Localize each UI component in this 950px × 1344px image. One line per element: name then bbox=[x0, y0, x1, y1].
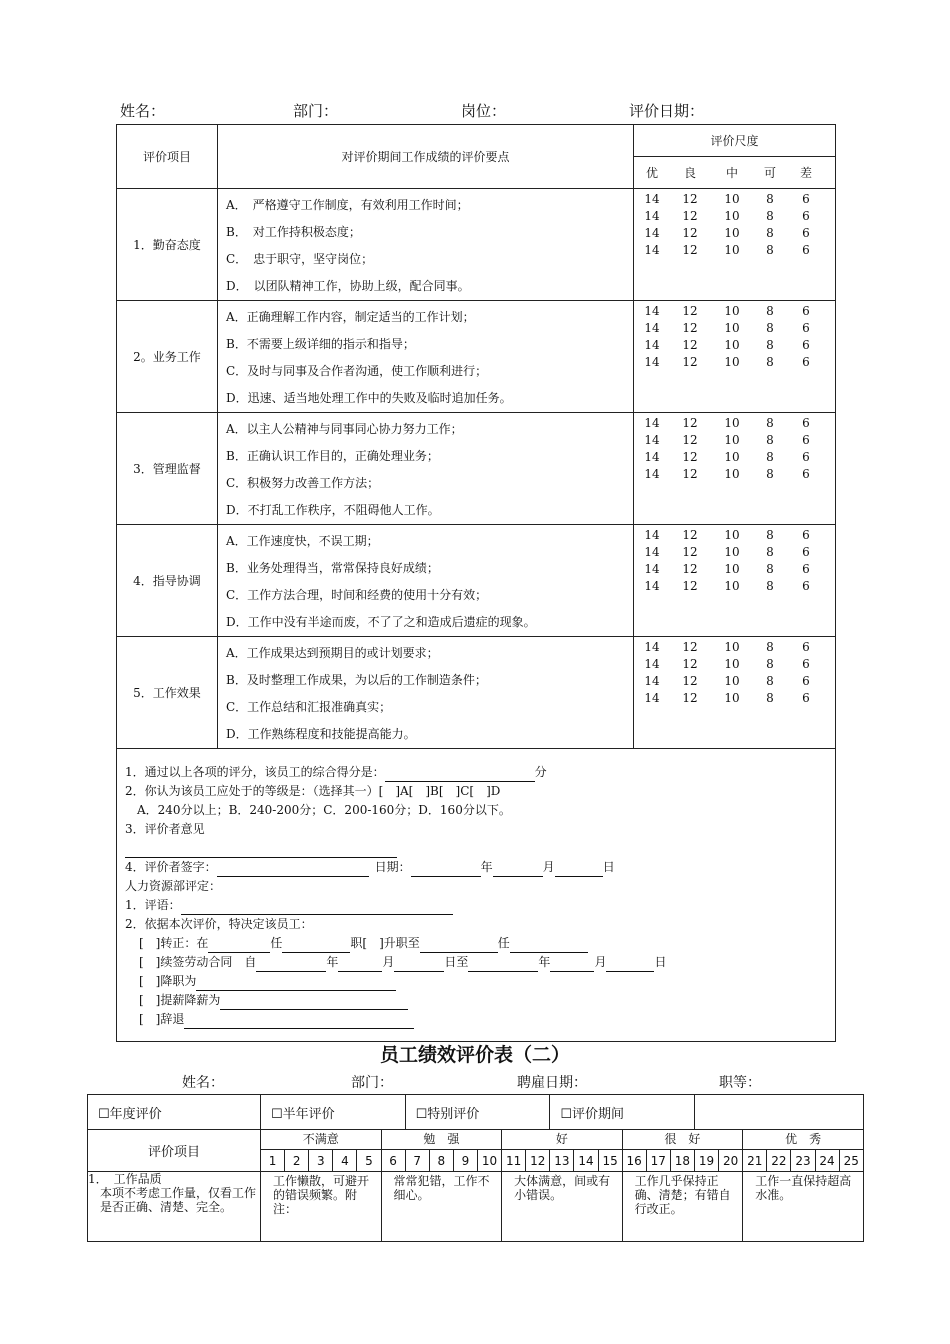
score-value[interactable]: 8 bbox=[766, 640, 774, 654]
score-value[interactable]: 8 bbox=[766, 562, 774, 576]
score-value[interactable]: 10 bbox=[724, 433, 740, 447]
score-value[interactable]: 14 bbox=[644, 691, 660, 705]
score-value[interactable]: 8 bbox=[766, 226, 774, 240]
score-value[interactable]: 14 bbox=[644, 528, 660, 542]
score-value[interactable]: 12 bbox=[682, 355, 698, 369]
score-value[interactable]: 12 bbox=[682, 657, 698, 671]
criterion: B．及时整理工作成果，为以后的工作制造条件； bbox=[226, 673, 487, 687]
score-value[interactable]: 10 bbox=[724, 562, 740, 576]
section-criteria bbox=[218, 525, 634, 637]
dismiss-option[interactable]: [ ]辞退 bbox=[139, 1012, 185, 1026]
score-number[interactable]: 18 bbox=[670, 1150, 694, 1172]
col-header-item: 评价项目 bbox=[117, 125, 218, 189]
department-label: 部门： bbox=[293, 102, 339, 120]
score-value[interactable]: 6 bbox=[802, 528, 810, 542]
to-year-label: 年 bbox=[538, 955, 551, 969]
score-options[interactable] bbox=[634, 189, 836, 301]
quality-item bbox=[88, 1172, 261, 1242]
score-value[interactable]: 14 bbox=[644, 640, 660, 654]
criterion: B．不需要上级详细的指示和指导； bbox=[226, 337, 415, 351]
score-number[interactable]: 20 bbox=[719, 1150, 743, 1172]
criterion: B．业务处理得当，常常保持良好成绩； bbox=[226, 561, 439, 575]
score-value[interactable]: 8 bbox=[766, 450, 774, 464]
form2-hire-date-label: 聘雇日期： bbox=[517, 1075, 587, 1091]
from-month-label: 月 bbox=[382, 955, 395, 969]
score-value[interactable]: 10 bbox=[724, 338, 740, 352]
decision-label: 2．依据本次评价，特决定该员工： bbox=[125, 917, 313, 931]
score-value[interactable]: 14 bbox=[644, 674, 660, 688]
score-value[interactable]: 10 bbox=[724, 450, 740, 464]
grade-poor: 差 bbox=[799, 166, 812, 180]
evaluator-signature-field[interactable] bbox=[217, 863, 369, 877]
evaluator-signature-label: 4．评价者签字： bbox=[125, 860, 217, 874]
score-value[interactable]: 8 bbox=[766, 192, 774, 206]
score-row[interactable] bbox=[634, 242, 835, 259]
score-value[interactable]: 8 bbox=[766, 433, 774, 447]
score-options[interactable] bbox=[634, 525, 836, 637]
score-value[interactable]: 12 bbox=[682, 467, 698, 481]
score-number[interactable]: 6 bbox=[381, 1150, 405, 1172]
score-number[interactable]: 22 bbox=[767, 1150, 791, 1172]
score-row[interactable] bbox=[634, 639, 835, 656]
score-number[interactable]: 3 bbox=[309, 1150, 333, 1172]
promote-dept-field[interactable] bbox=[420, 939, 498, 953]
annual-review-option[interactable]: ☐年度评价 bbox=[88, 1095, 261, 1130]
score-value[interactable]: 12 bbox=[682, 640, 698, 654]
score-value[interactable]: 10 bbox=[724, 304, 740, 318]
score-value[interactable]: 12 bbox=[682, 209, 698, 223]
score-value[interactable]: 10 bbox=[724, 321, 740, 335]
score-number[interactable]: 5 bbox=[357, 1150, 381, 1172]
desc-unsatisfactory: 工作懒散，可避开的错误频繁。附注： bbox=[261, 1172, 382, 1242]
score-value[interactable]: 8 bbox=[766, 416, 774, 430]
col-header-scale: 评价尺度 bbox=[634, 125, 836, 157]
score-value[interactable]: 14 bbox=[644, 433, 660, 447]
score-number[interactable]: 15 bbox=[598, 1150, 622, 1172]
criterion: A．正确理解工作内容，制定适当的工作计划； bbox=[226, 310, 475, 324]
criterion: C．及时与同事及合作者沟通，使工作顺利进行； bbox=[226, 364, 488, 378]
score-value[interactable]: 8 bbox=[766, 355, 774, 369]
score-value[interactable]: 6 bbox=[802, 467, 810, 481]
score-value[interactable]: 8 bbox=[766, 657, 774, 671]
score-value[interactable]: 8 bbox=[766, 674, 774, 688]
score-number[interactable]: 24 bbox=[815, 1150, 839, 1172]
score-value[interactable]: 8 bbox=[766, 304, 774, 318]
score-number[interactable]: 13 bbox=[550, 1150, 574, 1172]
score-value[interactable]: 10 bbox=[724, 674, 740, 688]
score-value[interactable]: 10 bbox=[724, 226, 740, 240]
dismiss-field[interactable] bbox=[184, 1015, 414, 1029]
criterion: C．积极努力改善工作方法； bbox=[226, 476, 380, 490]
month-label: 月 bbox=[542, 860, 555, 874]
points-unit: 分 bbox=[534, 765, 547, 779]
score-value[interactable]: 14 bbox=[644, 338, 660, 352]
score-options[interactable] bbox=[634, 301, 836, 413]
section-name: 4．指导协调 bbox=[117, 525, 218, 637]
criterion: A．以主人公精神与同事同心协力努力工作； bbox=[226, 422, 463, 436]
criterion: C．工作方法合理，时间和经费的使用十分有效； bbox=[226, 588, 488, 602]
year-label: 年 bbox=[480, 860, 493, 874]
score-row[interactable] bbox=[634, 527, 835, 544]
score-value[interactable]: 14 bbox=[644, 321, 660, 335]
score-number[interactable]: 10 bbox=[477, 1150, 501, 1172]
to-label: 日至 bbox=[444, 955, 469, 969]
date-label: 日期： bbox=[374, 860, 411, 874]
form2-table bbox=[87, 1094, 864, 1242]
score-number[interactable]: 14 bbox=[574, 1150, 598, 1172]
criterion: A． 严格遵守工作制度，有效利用工作时间； bbox=[226, 198, 469, 212]
score-number[interactable]: 9 bbox=[453, 1150, 477, 1172]
score-value[interactable]: 6 bbox=[802, 545, 810, 559]
from-day-field[interactable] bbox=[394, 958, 444, 972]
demote-field[interactable] bbox=[196, 977, 396, 991]
criterion: C．工作总结和汇报准确真实； bbox=[226, 700, 392, 714]
summary-section bbox=[117, 749, 836, 1042]
score-value[interactable]: 8 bbox=[766, 579, 774, 593]
score-number[interactable]: 19 bbox=[694, 1150, 718, 1172]
to-day-field[interactable] bbox=[606, 958, 654, 972]
score-row[interactable] bbox=[634, 303, 835, 320]
score-value[interactable]: 14 bbox=[644, 467, 660, 481]
score-value[interactable]: 12 bbox=[682, 579, 698, 593]
score-row[interactable] bbox=[634, 354, 835, 371]
promote-position-label: 任 bbox=[497, 936, 510, 950]
day-field[interactable] bbox=[555, 863, 603, 877]
score-value[interactable]: 12 bbox=[682, 226, 698, 240]
score-value[interactable]: 6 bbox=[802, 579, 810, 593]
score-value[interactable]: 14 bbox=[644, 243, 660, 257]
level-unsatisfactory: 不满意 bbox=[261, 1130, 382, 1150]
score-value[interactable]: 8 bbox=[766, 209, 774, 223]
score-number[interactable]: 7 bbox=[405, 1150, 429, 1172]
half-year-review-option[interactable]: ☐半年评价 bbox=[261, 1095, 406, 1130]
score-value[interactable]: 10 bbox=[724, 657, 740, 671]
score-value[interactable]: 12 bbox=[682, 243, 698, 257]
from-year-label: 年 bbox=[326, 955, 339, 969]
score-value[interactable]: 8 bbox=[766, 321, 774, 335]
criterion: D．工作熟练程度和技能提高能力。 bbox=[226, 727, 416, 741]
score-value[interactable]: 6 bbox=[802, 304, 810, 318]
criterion: D．工作中没有半途而废，不了了之和造成后遗症的现象。 bbox=[226, 615, 536, 629]
score-value[interactable]: 6 bbox=[802, 416, 810, 430]
post-label: 岗位： bbox=[461, 102, 507, 120]
review-period-field[interactable] bbox=[694, 1095, 863, 1130]
desc-excellent: 工作一直保持超高水准。 bbox=[743, 1172, 864, 1242]
to-month-label: 月 bbox=[594, 955, 607, 969]
section-criteria bbox=[218, 637, 634, 749]
from-year-field[interactable] bbox=[256, 958, 326, 972]
to-month-field[interactable] bbox=[550, 958, 594, 972]
section-name: 5．工作效果 bbox=[117, 637, 218, 749]
score-value[interactable]: 10 bbox=[724, 545, 740, 559]
desc-reluctant: 常常犯错，工作不细心。 bbox=[381, 1172, 502, 1242]
criterion: D．不打乱工作秩序，不阻碍他人工作。 bbox=[226, 503, 440, 517]
evaluator-opinion-field[interactable] bbox=[125, 844, 397, 858]
score-value[interactable]: 14 bbox=[644, 226, 660, 240]
grade-medium: 中 bbox=[725, 166, 738, 180]
score-value[interactable]: 14 bbox=[644, 192, 660, 206]
score-value[interactable]: 6 bbox=[802, 209, 810, 223]
confirm-position-field[interactable] bbox=[282, 939, 350, 953]
score-value[interactable]: 14 bbox=[644, 209, 660, 223]
score-value[interactable]: 10 bbox=[724, 192, 740, 206]
day-label: 日 bbox=[602, 860, 615, 874]
section-criteria bbox=[218, 301, 634, 413]
score-value[interactable]: 12 bbox=[682, 545, 698, 559]
score-row[interactable] bbox=[634, 191, 835, 208]
score-value[interactable]: 10 bbox=[724, 640, 740, 654]
review-period-option[interactable]: ☐评价期间 bbox=[550, 1095, 695, 1130]
hr-assessment-label: 人力资源部评定： bbox=[125, 879, 222, 893]
comment-field[interactable] bbox=[181, 901, 453, 915]
score-row[interactable] bbox=[634, 320, 835, 337]
score-options[interactable] bbox=[634, 413, 836, 525]
score-value[interactable]: 8 bbox=[766, 467, 774, 481]
score-value[interactable]: 14 bbox=[644, 657, 660, 671]
criterion: C． 忠于职守，坚守岗位； bbox=[226, 252, 374, 266]
level-very-good: 很 好 bbox=[622, 1130, 743, 1150]
score-value[interactable]: 6 bbox=[802, 640, 810, 654]
score-value[interactable]: 12 bbox=[682, 416, 698, 430]
score-value[interactable]: 14 bbox=[644, 545, 660, 559]
score-number[interactable]: 12 bbox=[526, 1150, 550, 1172]
score-value[interactable]: 14 bbox=[644, 562, 660, 576]
to-year-field[interactable] bbox=[468, 958, 538, 972]
form2-title: 员工绩效评价表（二） bbox=[379, 1044, 570, 1066]
score-value[interactable]: 12 bbox=[682, 528, 698, 542]
desc-very-good: 工作几乎保持正确、清楚；有错自行改正。 bbox=[622, 1172, 743, 1242]
score-value[interactable]: 6 bbox=[802, 674, 810, 688]
score-row[interactable] bbox=[634, 432, 835, 449]
section-criteria bbox=[218, 413, 634, 525]
score-value[interactable]: 6 bbox=[802, 192, 810, 206]
name-label: 姓名： bbox=[120, 102, 166, 120]
score-row[interactable] bbox=[634, 466, 835, 483]
form2-col-item: 评价项目 bbox=[88, 1130, 261, 1172]
score-value[interactable]: 12 bbox=[682, 304, 698, 318]
section-name: 3．管理监督 bbox=[117, 413, 218, 525]
score-value[interactable]: 14 bbox=[644, 416, 660, 430]
grade-fair: 可 bbox=[763, 166, 776, 180]
score-number[interactable]: 2 bbox=[285, 1150, 309, 1172]
score-value[interactable]: 8 bbox=[766, 243, 774, 257]
score-row[interactable] bbox=[634, 225, 835, 242]
level-reluctant: 勉 强 bbox=[381, 1130, 502, 1150]
score-value[interactable]: 12 bbox=[682, 450, 698, 464]
score-number[interactable]: 11 bbox=[502, 1150, 526, 1172]
criterion: A．工作速度快，不误工期； bbox=[226, 534, 379, 548]
score-value[interactable]: 10 bbox=[724, 416, 740, 430]
level-good: 好 bbox=[502, 1130, 623, 1150]
col-header-points: 对评价期间工作成绩的评价要点 bbox=[218, 125, 634, 189]
form2-dept-label: 部门： bbox=[351, 1075, 393, 1091]
score-value[interactable]: 6 bbox=[802, 433, 810, 447]
score-value[interactable]: 6 bbox=[802, 562, 810, 576]
promote-option[interactable]: 职[ ]升职至 bbox=[350, 936, 420, 950]
score-value[interactable]: 12 bbox=[682, 321, 698, 335]
total-score-label: 1．通过以上各项的评分，该员工的综合得分是： bbox=[125, 765, 385, 779]
form2-name-label: 姓名： bbox=[182, 1075, 224, 1091]
score-number[interactable]: 1 bbox=[261, 1150, 285, 1172]
score-row[interactable] bbox=[634, 337, 835, 354]
score-row[interactable] bbox=[634, 208, 835, 225]
score-value[interactable]: 10 bbox=[724, 209, 740, 223]
score-row[interactable] bbox=[634, 578, 835, 595]
grade-header bbox=[634, 157, 836, 189]
score-value[interactable]: 12 bbox=[682, 691, 698, 705]
grade-ranges: A．240分以上；B．240-200分；C．200-160分；D．160分以下。 bbox=[125, 803, 511, 817]
quality-item-title: 1． 工作品质 bbox=[88, 1172, 162, 1186]
score-number[interactable]: 16 bbox=[622, 1150, 646, 1172]
score-row[interactable] bbox=[634, 690, 835, 707]
criterion: D． 以团队精神工作，协助上级，配合同事。 bbox=[226, 279, 470, 293]
section-criteria bbox=[218, 189, 634, 301]
score-value[interactable]: 14 bbox=[644, 304, 660, 318]
special-review-option[interactable]: ☐特别评价 bbox=[405, 1095, 550, 1130]
score-value[interactable]: 10 bbox=[724, 243, 740, 257]
comment-label: 1．评语： bbox=[125, 898, 181, 912]
desc-good: 大体满意，间或有小错误。 bbox=[502, 1172, 623, 1242]
score-value[interactable]: 8 bbox=[766, 691, 774, 705]
total-score-field[interactable] bbox=[385, 768, 535, 782]
score-value[interactable]: 6 bbox=[802, 338, 810, 352]
score-value[interactable]: 10 bbox=[724, 579, 740, 593]
score-value[interactable]: 12 bbox=[682, 562, 698, 576]
score-number[interactable]: 23 bbox=[791, 1150, 815, 1172]
grade-choice[interactable]: 2．你认为该员工应处于的等级是：（选择其一）[ ]A[ ]B[ ]C[ ]D bbox=[125, 784, 501, 798]
score-value[interactable]: 6 bbox=[802, 321, 810, 335]
from-month-field[interactable] bbox=[338, 958, 382, 972]
to-day-label: 日 bbox=[654, 955, 667, 969]
score-row[interactable] bbox=[634, 449, 835, 466]
score-options[interactable] bbox=[634, 637, 836, 749]
score-row[interactable] bbox=[634, 561, 835, 578]
score-value[interactable]: 6 bbox=[802, 355, 810, 369]
score-number[interactable]: 21 bbox=[743, 1150, 767, 1172]
form2-rank-label: 职等： bbox=[719, 1075, 761, 1091]
score-value[interactable]: 6 bbox=[802, 450, 810, 464]
criterion: B． 对工作持积极态度； bbox=[226, 225, 361, 239]
score-value[interactable]: 6 bbox=[802, 243, 810, 257]
evaluator-opinion-label: 3．评价者意见 bbox=[125, 822, 205, 836]
quality-item-desc: 本项不考虑工作量，仅看工作是否正确、清楚、完全。 bbox=[100, 1186, 257, 1214]
evaluation-table bbox=[116, 124, 836, 1042]
score-value[interactable]: 6 bbox=[802, 657, 810, 671]
score-value[interactable]: 12 bbox=[682, 338, 698, 352]
score-value[interactable]: 6 bbox=[802, 226, 810, 240]
renew-contract-option[interactable]: [ ]续签劳动合同 自 bbox=[139, 955, 257, 969]
score-value[interactable]: 14 bbox=[644, 450, 660, 464]
score-value[interactable]: 10 bbox=[724, 355, 740, 369]
score-row[interactable] bbox=[634, 544, 835, 561]
grade-excellent: 优 bbox=[645, 166, 658, 180]
confirm-dept-field[interactable] bbox=[208, 939, 270, 953]
score-value[interactable]: 14 bbox=[644, 579, 660, 593]
score-number[interactable]: 8 bbox=[429, 1150, 453, 1172]
criterion: B．正确认识工作目的，正确处理业务； bbox=[226, 449, 439, 463]
score-value[interactable]: 12 bbox=[682, 674, 698, 688]
score-number[interactable]: 4 bbox=[333, 1150, 357, 1172]
score-value[interactable]: 12 bbox=[682, 192, 698, 206]
criterion: D．迅速、适当地处理工作中的失败及临时追加任务。 bbox=[226, 391, 512, 405]
demote-option[interactable]: [ ]降职为 bbox=[139, 974, 197, 988]
score-value[interactable]: 10 bbox=[724, 528, 740, 542]
level-excellent: 优 秀 bbox=[743, 1130, 864, 1150]
salary-change-field[interactable] bbox=[220, 996, 408, 1010]
score-row[interactable] bbox=[634, 673, 835, 690]
score-value[interactable]: 10 bbox=[724, 691, 740, 705]
evaluation-date-label: 评价日期： bbox=[629, 102, 705, 120]
criterion: A．工作成果达到预期目的或计划要求； bbox=[226, 646, 439, 660]
score-value[interactable]: 8 bbox=[766, 338, 774, 352]
score-value[interactable]: 12 bbox=[682, 433, 698, 447]
salary-change-option[interactable]: [ ]提薪降薪为 bbox=[139, 993, 221, 1007]
score-number[interactable]: 17 bbox=[646, 1150, 670, 1172]
score-value[interactable]: 8 bbox=[766, 528, 774, 542]
month-field[interactable] bbox=[493, 863, 543, 877]
score-value[interactable]: 8 bbox=[766, 545, 774, 559]
score-row[interactable] bbox=[634, 415, 835, 432]
year-field[interactable] bbox=[411, 863, 481, 877]
section-name: 2。业务工作 bbox=[117, 301, 218, 413]
confirm-option[interactable]: [ ]转正：在 bbox=[139, 936, 209, 950]
section-name: 1．勤奋态度 bbox=[117, 189, 218, 301]
score-value[interactable]: 14 bbox=[644, 355, 660, 369]
score-row[interactable] bbox=[634, 656, 835, 673]
score-number[interactable]: 25 bbox=[839, 1150, 863, 1172]
promote-position-field[interactable] bbox=[510, 939, 588, 953]
grade-good: 良 bbox=[683, 166, 696, 180]
score-value[interactable]: 6 bbox=[802, 691, 810, 705]
position-label: 任 bbox=[270, 936, 283, 950]
score-value[interactable]: 10 bbox=[724, 467, 740, 481]
